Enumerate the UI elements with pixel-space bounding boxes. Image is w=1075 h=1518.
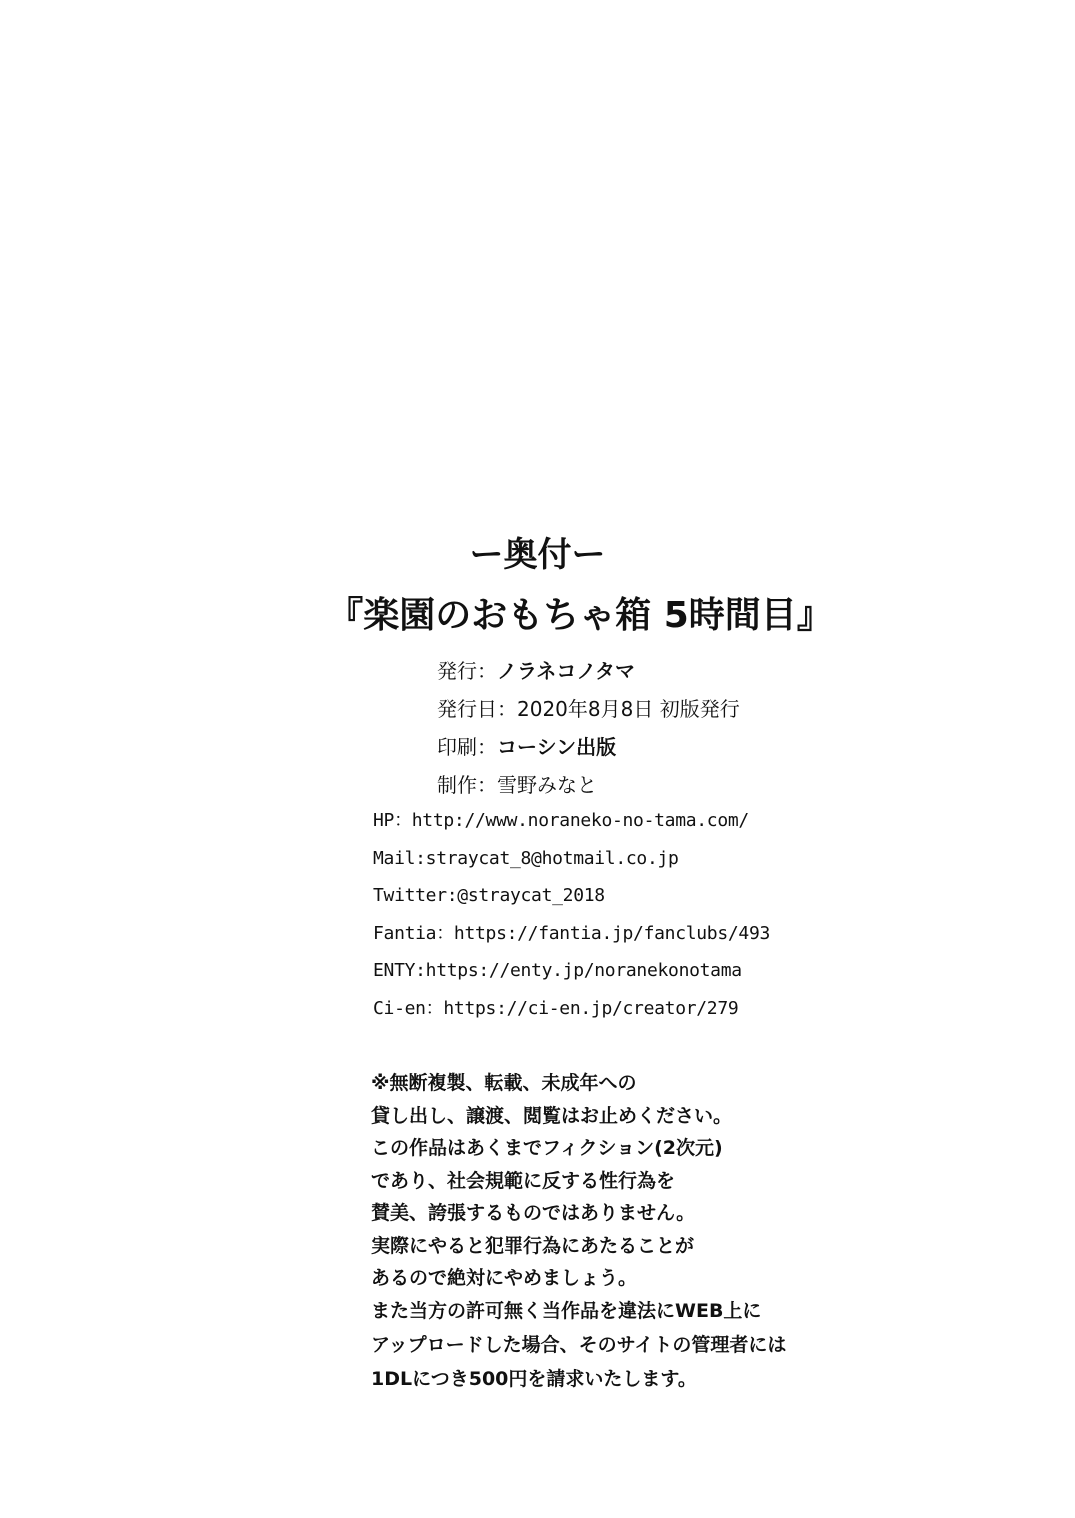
info-value: コーシン出版 [497,735,617,759]
link-twitter: Twitter:@straycat_2018 [373,885,605,906]
colophon-label: ー奥付ー [469,535,606,575]
info-row-publisher [437,656,997,694]
link-mail: Mail:straycat_8@hotmail.co.jp [373,847,679,869]
info-value: 雪野みなと [497,773,597,797]
contact-links [373,806,993,1031]
info-label: 印刷： [437,735,497,759]
info-label: 発行日： [437,697,517,721]
notice-line: 1DLにつき500円を請求いたします。 [371,1367,697,1390]
publication-info [437,656,997,808]
info-row-author [437,770,997,808]
link-enty: ENTY:https://enty.jp/noranekonotama [373,960,742,981]
info-value: 2020年8月8日 初版発行 [517,697,740,721]
link-fantia: Fantia：https://fantia.jp/fanclubs/493 [373,922,771,944]
info-row-printer [437,732,997,770]
notice-line: 賛美、誇張するものではありません。 [371,1202,696,1224]
info-value: ノラネコノタマ [497,659,635,683]
notice-line: 実際にやると犯罪行為にあたることが [371,1234,695,1257]
legal-notice [371,1068,1011,1396]
info-label: 発行： [437,659,497,683]
notice-line: この作品はあくまでフィクション(2次元) [371,1137,723,1159]
info-row-date [437,694,997,732]
notice-line: あるので絶対にやめましょう。 [371,1267,638,1289]
notice-line: であり、社会規範に反する性行為を [371,1169,676,1192]
link-ci-en: Ci-en：https://ci-en.jp/creator/279 [373,997,739,1019]
link-homepage: HP：http://www.noraneko-no-tama.com/ [373,810,749,831]
notice-line: また当方の許可無く当作品を違法にWEB上に [371,1299,762,1322]
notice-line: 貸し出し、譲渡、閲覧はお止めください。 [371,1104,733,1127]
book-title: 『楽園のおもちゃ箱 5時間目』 [327,595,833,636]
notice-line: アップロードした場合、そのサイトの管理者には [371,1333,787,1356]
info-label: 制作： [437,773,497,797]
notice-line: ※無断複製、転載、未成年への [371,1072,637,1094]
